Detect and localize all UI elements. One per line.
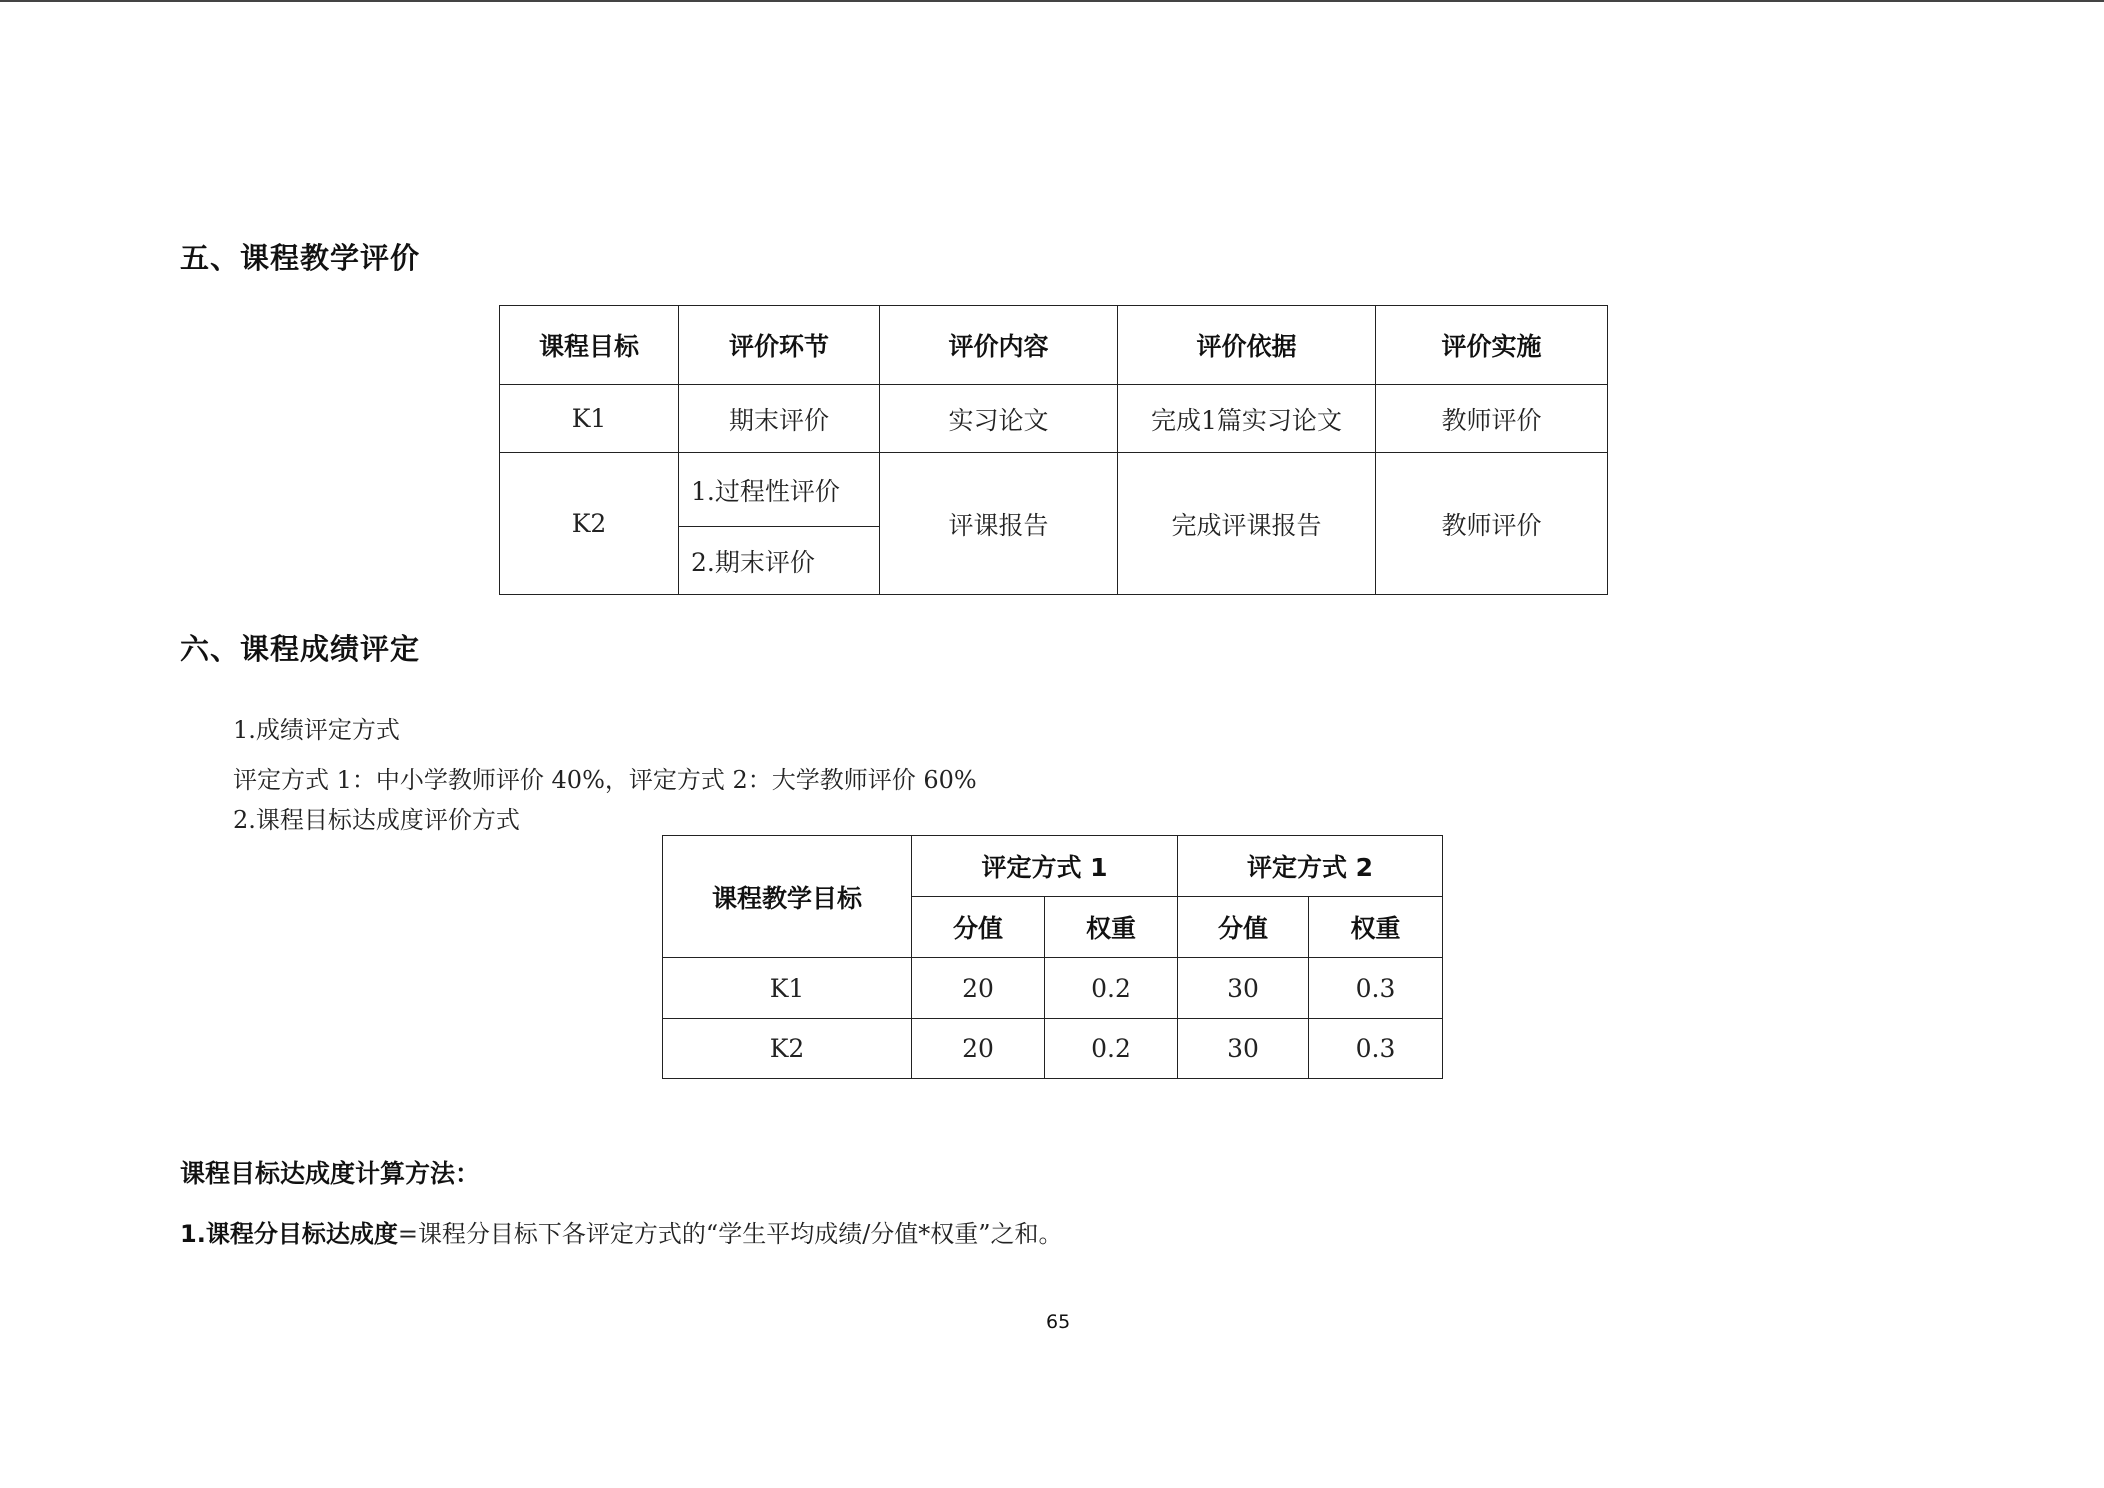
page-number: 65	[1046, 1311, 1071, 1333]
calculation-formula	[180, 1214, 1063, 1249]
cell-target: K1	[663, 958, 912, 1019]
course-evaluation-table	[499, 305, 1608, 595]
target-achievement-method-title: 2.课程目标达成度评价方式	[233, 806, 520, 834]
header-method-1: 评定方式 1	[912, 836, 1178, 897]
header-evaluation-stage: 评价环节	[679, 306, 880, 385]
grading-method-text: 评定方式 1：中小学教师评价 40%，评定方式 2：大学教师评价 60%	[233, 766, 977, 794]
cell-m2-weight: 0.3	[1309, 958, 1443, 1019]
cell-content: 实习论文	[880, 385, 1118, 453]
header-weight: 权重	[1045, 897, 1178, 958]
grading-method-title: 1.成绩评定方式	[233, 716, 400, 744]
cell-m1-score: 20	[912, 958, 1045, 1019]
section-heading-course-evaluation: 五、课程教学评价	[180, 241, 421, 275]
cell-m2-score: 30	[1178, 1019, 1309, 1079]
header-evaluation-implementation: 评价实施	[1376, 306, 1608, 385]
table-row	[500, 385, 1608, 453]
cell-content: 评课报告	[880, 453, 1118, 595]
calculation-method-title: 课程目标达成度计算方法：	[180, 1159, 481, 1188]
cell-stage: 1.过程性评价	[679, 453, 880, 527]
cell-implementation: 教师评价	[1376, 385, 1608, 453]
cell-implementation: 教师评价	[1376, 453, 1608, 595]
formula-term: 1.课程分目标达成度	[180, 1220, 398, 1248]
header-evaluation-content: 评价内容	[880, 306, 1118, 385]
cell-m1-weight: 0.2	[1045, 958, 1178, 1019]
cell-m1-weight: 0.2	[1045, 1019, 1178, 1079]
header-method-2: 评定方式 2	[1178, 836, 1443, 897]
cell-basis: 完成评课报告	[1118, 453, 1376, 595]
cell-m2-score: 30	[1178, 958, 1309, 1019]
header-weight: 权重	[1309, 897, 1443, 958]
cell-basis: 完成1篇实习论文	[1118, 385, 1376, 453]
table-row	[500, 453, 1608, 527]
header-score: 分值	[1178, 897, 1309, 958]
cell-m1-score: 20	[912, 1019, 1045, 1079]
cell-stage: 期末评价	[679, 385, 880, 453]
section-heading-grade-assessment: 六、课程成绩评定	[180, 632, 421, 666]
cell-target: K1	[500, 385, 679, 453]
table-row	[663, 958, 1443, 1019]
table-row	[663, 1019, 1443, 1079]
header-teaching-target: 课程教学目标	[663, 836, 912, 958]
cell-m2-weight: 0.3	[1309, 1019, 1443, 1079]
cell-stage: 2.期末评价	[679, 527, 880, 595]
page-top-border	[0, 0, 2104, 2]
table-header-row	[663, 836, 1443, 897]
cell-target: K2	[663, 1019, 912, 1079]
cell-target: K2	[500, 453, 679, 595]
header-course-target: 课程目标	[500, 306, 679, 385]
goal-achievement-table	[662, 835, 1443, 1079]
header-score: 分值	[912, 897, 1045, 958]
header-evaluation-basis: 评价依据	[1118, 306, 1376, 385]
formula-definition: =课程分目标下各评定方式的“学生平均成绩/分值*权重”之和。	[397, 1220, 1063, 1248]
table-header-row	[500, 306, 1608, 385]
